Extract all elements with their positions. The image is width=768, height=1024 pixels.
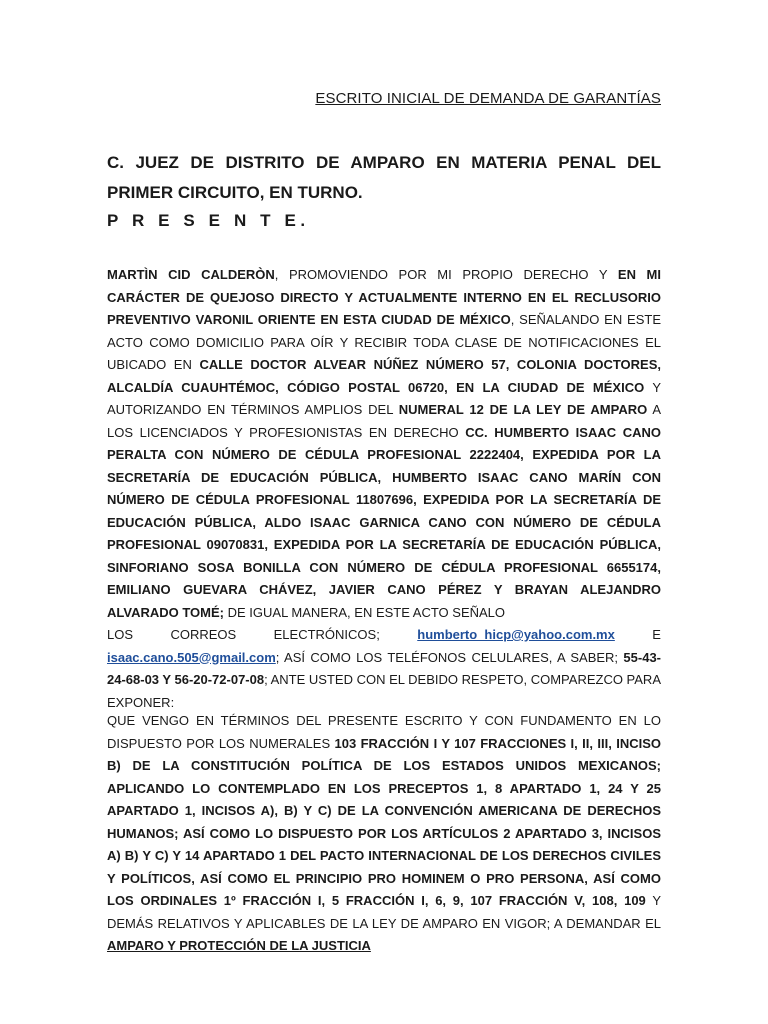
addressee-line-2: PRIMER CIRCUITO, EN TURNO. <box>107 183 363 202</box>
phone-numbers: 55-43-24-68-03 Y 56-20-72-07-08 <box>107 649 661 687</box>
paragraph-introduction <box>107 264 661 714</box>
text-segment: A LOS LICENCIADOS Y PROFESIONISTAS EN DERECHO <box>107 402 662 440</box>
word-e: E <box>652 627 661 642</box>
law-reference: NUMERAL 12 DE LA LEY DE AMPARO <box>398 402 648 417</box>
paragraph-legal-basis <box>107 710 661 958</box>
text-segment: , SEÑALANDO EN ESTE ACTO COMO DOMICILIO PARA OÍR Y RECIBIR TODA CLASE DE NOTIFICACIONES EL UBICADO EN <box>107 312 661 372</box>
text-segment: QUE VENGO EN TÉRMINOS DEL PRESENTE ESCRITO Y CON FUNDAMENTO EN LO DISPUESTO POR LOS NUMERALES <box>107 713 661 751</box>
text-segment: ; ANTE USTED CON EL DEBIDO RESPETO, COMPAREZCO PARA EXPONER: <box>107 672 661 710</box>
word-los: LOS <box>107 627 134 642</box>
promovente-name: MARTÌN CID CALDERÒN <box>107 267 275 282</box>
amparo-request: AMPARO Y PROTECCIÓN DE LA JUSTICIA <box>107 938 371 953</box>
authorized-lawyers: CC. HUMBERTO ISAAC CANO PERALTA CON NÚMERO DE CÉDULA PROFESIONAL 2222404, EXPEDIDA POR LA SECRETARÍA DE EDUCACIÓN PÚBLICA, HUMBERTO ISAAC CANO MARÍN CON NÚMERO DE CÉDULA PROFESIONAL 11807696, EXPEDIDA POR LA SECRETARÍA DE EDUCACIÓN PÚBLICA, ALDO ISAAC GARNICA CANO CON NÚMERO DE CÉDULA PROFESIONAL 09070831, EXPEDIDA POR LA SECRETARÍA DE EDUCACIÓN PÚBLICA, SINFORIANO SOSA BONILLA CON NÚMERO DE CÉDULA PROFESIONAL 6655174, EMILIANO GUEVARA CHÁVEZ, JAVIER CANO PÉREZ Y BRAYAN ALEJANDRO ALVARADO TOMÉ; <box>107 424 661 620</box>
text-segment: , PROMOVIENDO POR MI PROPIO DERECHO Y <box>274 267 618 282</box>
text-segment-bold: EN MI CARÁCTER DE QUEJOSO DIRECTO Y ACTUALMENTE INTERNO EN EL RECLUSORIO PREVENTIVO VARONIL ORIENTE EN ESTA CIUDAD DE MÉXICO <box>107 267 661 327</box>
word-electronicos: ELECTRÓNICOS; <box>273 627 380 642</box>
text-segment: ; ASÍ COMO LOS TELÉFONOS CELULARES, A SABER; <box>275 649 624 665</box>
emails-line <box>107 624 661 647</box>
text-segment: Y DEMÁS RELATIVOS Y APLICABLES DE LA LEY DE AMPARO EN VIGOR; A DEMANDAR EL <box>107 893 661 931</box>
text-segment: Y AUTORIZANDO EN TÉRMINOS AMPLIOS DEL <box>107 379 661 417</box>
email-link-2[interactable]: isaac.cano.505@gmail.com <box>107 649 276 665</box>
email-link-1[interactable]: humberto_hicp@yahoo.com.mx <box>417 627 615 642</box>
text-segment: DE IGUAL MANERA, EN ESTE ACTO SEÑALO <box>224 604 506 620</box>
document-heading: ESCRITO INICIAL DE DEMANDA DE GARANTÍAS <box>315 90 661 107</box>
legal-articles: 103 FRACCIÓN I Y 107 FRACCIONES I, II, III, INCISO B) DE LA CONSTITUCIÓN POLÍTICA DE LOS ESTADOS UNIDOS MEXICANOS; APLICANDO LO CONTEMPLADO EN LOS PRECEPTOS 1, 8 APARTADO 1, 24 Y 25 APARTADO 1, INCISOS A), B) Y C) DE LA CONVENCIÓN AMERICANA DE DERECHOS HUMANOS; ASÍ COMO LO DISPUESTO POR LOS ARTÍCULOS 2 APARTADO 3, INCISOS A) B) Y C) Y 14 APARTADO 1 DEL PACTO INTERNACIONAL DE LOS DERECHOS CIVILES Y POLÍTICOS, ASÍ COMO EL PRINCIPIO PRO HOMINEM O PRO PERSONA, ASÍ COMO LOS ORDINALES 1º FRACCIÓN I, 5 FRACCIÓN I, 6, 9, 107 FRACCIÓN V, 108, 109 <box>107 735 661 908</box>
presente-line: P R E S E N T E. <box>107 211 310 230</box>
addressee-block <box>107 148 661 208</box>
addressee-line-1: C. JUEZ DE DISTRITO DE AMPARO EN MATERIA PENAL DEL <box>107 153 661 172</box>
word-correos: CORREOS <box>170 627 237 642</box>
address-text: CALLE DOCTOR ALVEAR NÚÑEZ NÚMERO 57, COLONIA DOCTORES, ALCALDÍA CUAUHTÉMOC, CÓDIGO POSTAL 06720, EN LA CIUDAD DE MÉXICO <box>107 357 661 395</box>
